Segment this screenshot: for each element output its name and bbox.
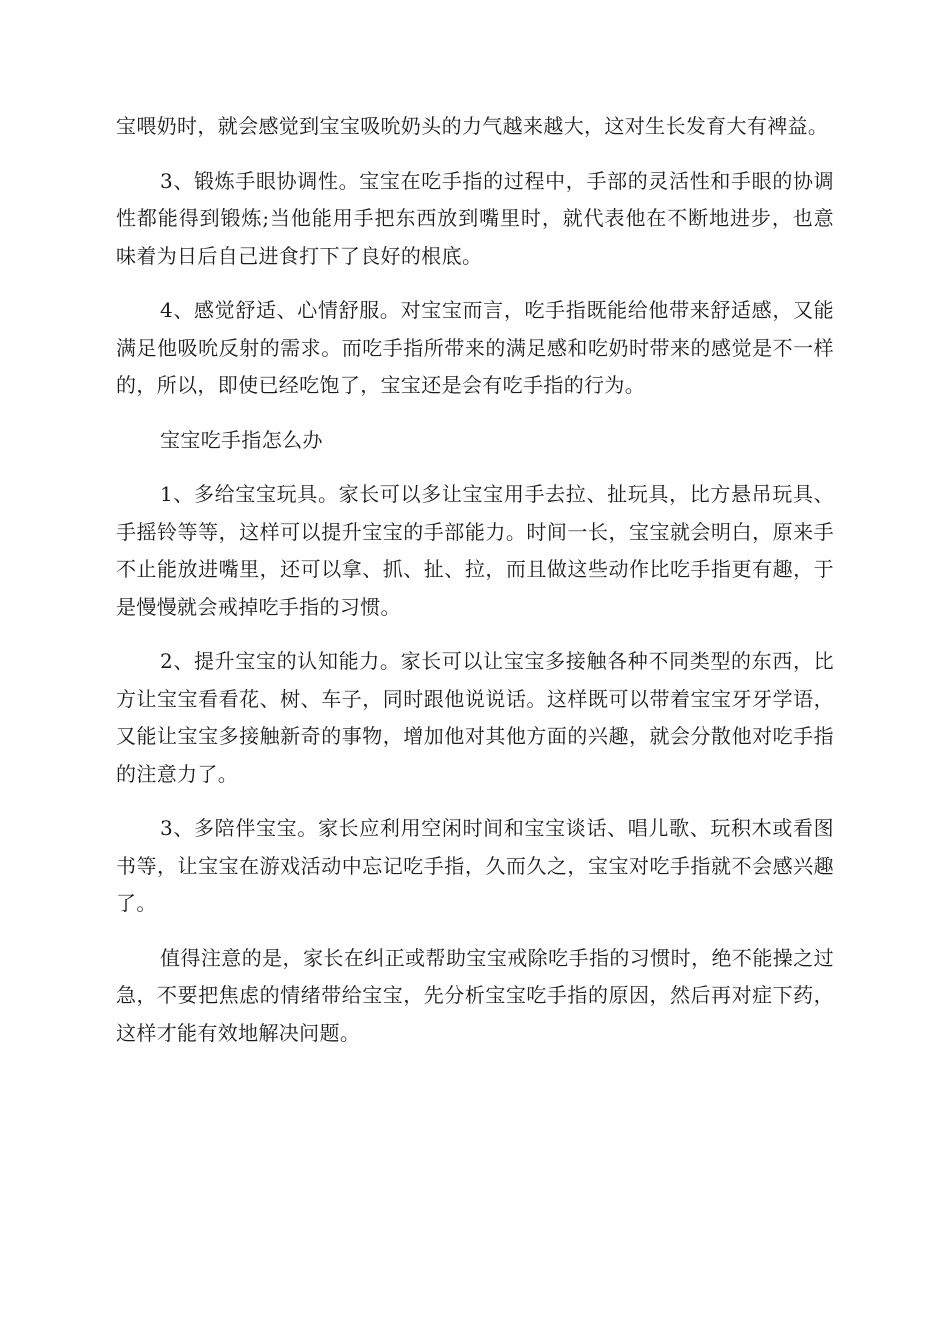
section-heading: 宝宝吃手指怎么办 [160, 427, 323, 452]
paragraph-tip-2: 2、提升宝宝的认知能力。家长可以让宝宝多接触各种不同类型的东西，比方让宝宝看看花、树、车子，同时跟他说说话。这样既可以带着宝宝牙牙学语，又能让宝宝多接触新奇的事物，增加他对其他方面的兴趣，就会分散他对吃手指的注意力了。 [116, 649, 834, 786]
paragraph-continued: 宝喂奶时，就会感觉到宝宝吸吮奶头的力气越来越大，这对生长发育大有裨益。 [116, 114, 829, 138]
paragraph-point-4: 4、感觉舒适、心情舒服。对宝宝而言，吃手指既能给他带来舒适感，又能满足他吸吮反射的需求。而吃手指所带来的满足感和吃奶时带来的感觉是不一样的，所以，即使已经吃饱了，宝宝还是会有吃手指的行为。 [116, 298, 834, 397]
paragraph-tip-3: 3、多陪伴宝宝。家长应利用空闲时间和宝宝谈话、唱儿歌、玩积木或看图书等，让宝宝在游戏活动中忘记吃手指，久而久之，宝宝对吃手指就不会感兴趣了。 [116, 816, 834, 915]
paragraph-tip-1: 1、多给宝宝玩具。家长可以多让宝宝用手去拉、扯玩具，比方悬吊玩具、手摇铃等等，这样可以提升宝宝的手部能力。时间一长，宝宝就会明白，原来手不止能放进嘴里，还可以拿、抓、扯、拉，而且做这些动作比吃手指更有趣，于是慢慢就会戒掉吃手指的习惯。 [116, 482, 834, 619]
paragraph-note: 值得注意的是，家长在纠正或帮助宝宝戒除吃手指的习惯时，绝不能操之过急，不要把焦虑的情绪带给宝宝，先分析宝宝吃手指的原因，然后再对症下药，这样才能有效地解决问题。 [116, 945, 834, 1045]
document-page [116, 108, 834, 1069]
paragraph-point-3: 3、锻炼手眼协调性。宝宝在吃手指的过程中，手部的灵活性和手眼的协调性都能得到锻炼;当他能用手把东西放到嘴里时，就代表他在不断地进步，也意味着为日后自己进食打下了良好的根底。 [116, 168, 834, 268]
